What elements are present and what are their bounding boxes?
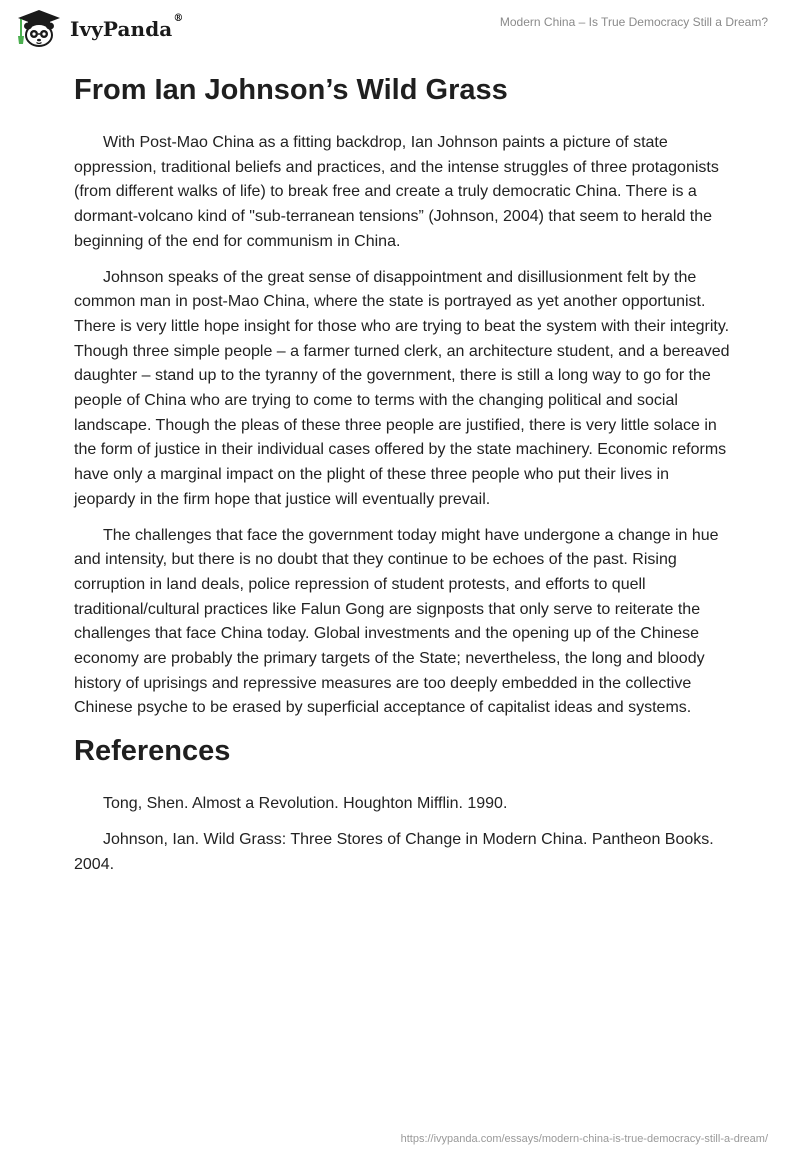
article-paragraph: The challenges that face the government today might have undergone a change in hue and intensity, but there is no doubt that they continue to be echoes of the past. Rising corruption in land deals, police repression of student protests, and efforts to quell traditional/cultural practices like Falun Gong are signposts that only serve to reiterate the challenges that face China today. Global investments and the opening up of the Chinese economy are probably the primary targets of the State; nevertheless, the long and bloody history of uprisings and repressive measures are too deeply embedded in the collective Chinese psyche to be erased by superficial acceptance of capitalist ideas and systems.: [74, 526, 719, 717]
brand-logo[interactable]: [14, 8, 183, 48]
article-body: [74, 68, 730, 877]
reference-item: Johnson, Ian. Wild Grass: Three Stores of Change in Modern China. Pantheon Books. 2004.: [74, 830, 714, 873]
article-paragraph: With Post-Mao China as a fitting backdrop, Ian Johnson paints a picture of state oppression, traditional beliefs and practices, and the intense struggles of three protagonists (from different walks of life) to break free and create a truly democratic China. There is a dormant-volcano kind of "sub-terranean tensions” (Johnson, 2004) that seem to herald the beginning of the end for communism in China.: [74, 134, 719, 250]
article-heading: From Ian Johnson’s Wild Grass: [74, 74, 508, 106]
document-title: Modern China – Is True Democracy Still a Dream?: [499, 15, 768, 29]
page-header: [0, 0, 800, 60]
reference-item: Tong, Shen. Almost a Revolution. Houghton Mifflin. 1990.: [103, 795, 508, 813]
panda-graduate-icon: [14, 8, 64, 48]
brand-name: [70, 13, 184, 41]
brand-name-text: IvyPanda: [70, 17, 173, 41]
references-heading: References: [74, 735, 231, 768]
article-paragraph: Johnson speaks of the great sense of disappointment and disillusionment felt by the common man in post-Mao China, where the state is portrayed as yet another opportunist. There is very little hope insight for those who are trying to beat the system with their integrity. Though three simple people – a farmer turned clerk, an architecture student, and a bereaved daughter – stand up to the tyranny of the government, there is still a long way to go for the people of China who are trying to come to terms with the changing political and social landscape. Though the pleas of these three people are justified, there is very little solace in the form of justice in their individual cases offered by the state machinery. Economic reforms have only a marginal impact on the plight of these three people who put their lives in jeopardy in the firm hope that justice will eventually prevail.: [74, 268, 730, 508]
registered-mark: ®: [173, 13, 184, 24]
source-url-link[interactable]: https://ivypanda.com/essays/modern-china-is-true-democracy-still-a-dream/: [400, 1133, 768, 1145]
